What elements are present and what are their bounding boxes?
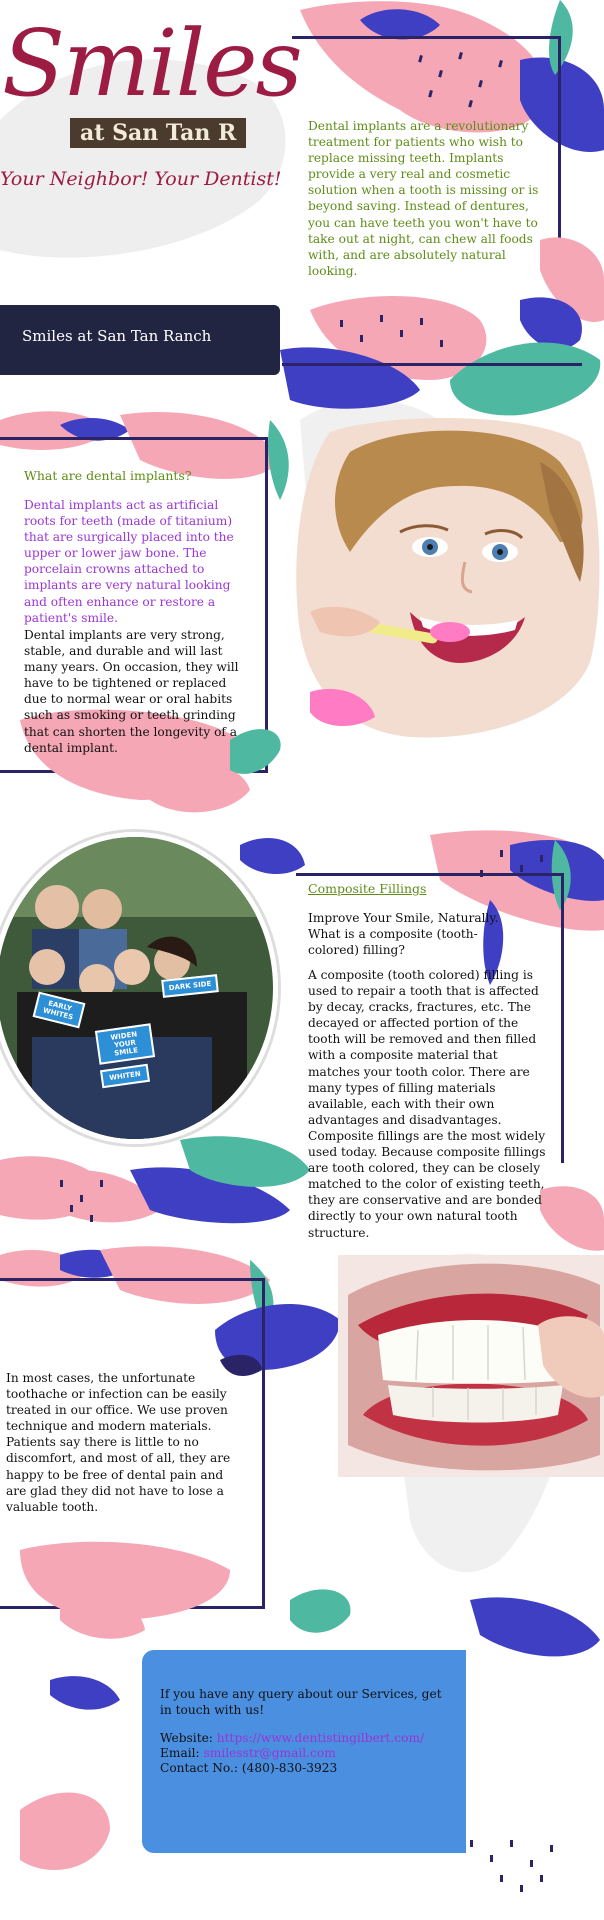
fillings-subheading: Improve Your Smile, Naturally. What is a composite (tooth-colored) filling? (308, 911, 499, 958)
implants-durability: Dental implants are very strong, stable, and durable and will last many years. On occasion, they will have to be tightened or replaced due to normal wear or oral habits such as smoking or teeth grinding that can shorten the longevity of a dental implant. (24, 628, 239, 755)
team-photo-graphic (0, 837, 278, 1144)
toothache-text: In most cases, the unfortunate toothache or infection can be easily treated in our office. We use proven technique and modern materials. Patients say there is little to no discomfort, and most of all, they are happy to be free of dental pain and are glad they did not have to lose a valuable tooth. (6, 1371, 231, 1514)
clear-aligner-photo (338, 1255, 604, 1477)
contact-card (142, 1650, 466, 1853)
logo[interactable] (0, 10, 301, 200)
intro-text: Dental implants are a revolutionary treatment for patients who wish to replace missing teeth. Implants provide a very real and cosmetic solution when a tooth is missing or is beyond saving. Instead of dentures, you can have teeth you won't have to take out at night, can chew all foods with, and are absolutely natural looking. (308, 119, 539, 278)
contact-website-link[interactable]: https://www.dentistingilbert.com/ (216, 1731, 425, 1745)
banner-title: Smiles at San Tan Ranch (22, 327, 212, 345)
contact-website-label: Website: (160, 1731, 213, 1745)
logo-subtitle: at San Tan R (70, 118, 246, 148)
fillings-heading[interactable]: Composite Fillings (308, 881, 427, 896)
contact-intro: If you have any query about our Services, get in touch with us! (160, 1687, 442, 1718)
contact-email-link[interactable]: smilesstr@gmail.com (203, 1746, 336, 1760)
team-sign-text: DARK SIDE (168, 979, 212, 993)
child-smiling-photo (290, 412, 604, 742)
contact-email-label: Email: (160, 1746, 200, 1760)
team-sign-text: EARLY WHITES (42, 999, 74, 1022)
banner (0, 305, 280, 375)
contact-phone-row (160, 1760, 337, 1776)
team-sign-text: WIDEN YOUR SMILE (110, 1030, 139, 1058)
logo-wordmark: Smiles (2, 10, 301, 117)
team-photo (0, 832, 278, 1144)
contact-email-row (160, 1745, 336, 1761)
implants-heading: What are dental implants? (24, 468, 192, 483)
team-sign-text: WHITEN (108, 1069, 142, 1083)
implants-definition: Dental implants act as artificial roots for teeth (made of titanium) that are surgically placed into the upper or lower jaw bone. The porcelain crowns attached to implants are very natural looking and often enhance or restore a patient's smile. (24, 498, 234, 625)
logo-tagline: Your Neighbor! Your Dentist! (0, 168, 282, 190)
contact-website-row (160, 1730, 424, 1746)
contact-phone-value[interactable]: (480)-830-3923 (241, 1761, 338, 1775)
fillings-body: A composite (tooth colored) filling is used to repair a tooth that is affected by decay, cracks, fractures, etc. The decayed or affected portion of the tooth will be removed and then filled with a composite material that matches your tooth color. There are many types of filling materials available, each with their own advantages and disadvantages. Composite fillings are the most widely used today. Because composite fillings are tooth colored, they can be closely matched to the color of existing teeth, they are conservative and are bonded directly to your own natural tooth structure. (308, 968, 546, 1240)
contact-phone-label: Contact No.: (160, 1761, 239, 1775)
